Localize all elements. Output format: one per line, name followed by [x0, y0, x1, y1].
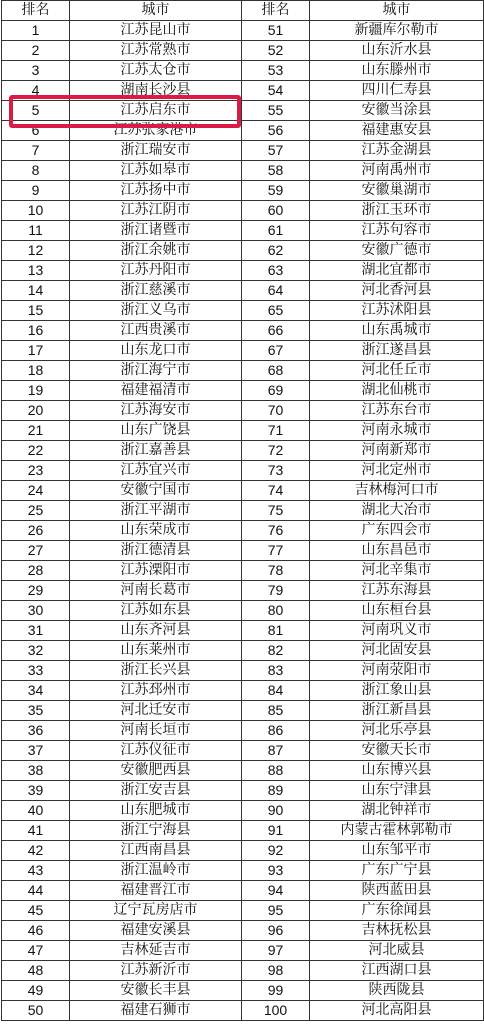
- rank-right-cell: 81: [242, 621, 310, 641]
- rank-left-cell: 41: [2, 821, 70, 841]
- table-row: [2, 421, 484, 441]
- rank-right-cell: 76: [242, 521, 310, 541]
- city-right-cell: 湖北钟祥市: [310, 801, 484, 821]
- table-row: [2, 381, 484, 401]
- city-right-cell: 河南禹州市: [310, 161, 484, 181]
- city-right-cell: 广东广宁县: [310, 861, 484, 881]
- city-right-cell: 河南新郑市: [310, 441, 484, 461]
- header-rank-right: 排名: [242, 1, 310, 21]
- rank-left-cell: 38: [2, 761, 70, 781]
- rank-left-cell: 28: [2, 561, 70, 581]
- rank-right-cell: 82: [242, 641, 310, 661]
- table-row: [2, 261, 484, 281]
- rank-right-cell: 93: [242, 861, 310, 881]
- rank-left-cell: 9: [2, 181, 70, 201]
- city-left-cell: 河南长葛市: [70, 581, 242, 601]
- rank-right-cell: 98: [242, 961, 310, 981]
- rank-left-cell: 37: [2, 741, 70, 761]
- table-row: [2, 681, 484, 701]
- city-left-cell: 江苏太仓市: [70, 61, 242, 81]
- rank-left-cell: 27: [2, 541, 70, 561]
- table-row: [2, 821, 484, 841]
- rank-right-cell: 78: [242, 561, 310, 581]
- table-row: [2, 501, 484, 521]
- rank-left-cell: 5: [2, 101, 70, 121]
- rank-right-cell: 52: [242, 41, 310, 61]
- table-row: [2, 121, 484, 141]
- city-right-cell: 山东桓台县: [310, 601, 484, 621]
- city-left-cell: 山东龙口市: [70, 341, 242, 361]
- rank-right-cell: 69: [242, 381, 310, 401]
- table-row: [2, 881, 484, 901]
- rank-right-cell: 75: [242, 501, 310, 521]
- rank-left-cell: 14: [2, 281, 70, 301]
- rank-left-cell: 19: [2, 381, 70, 401]
- table-body: [2, 21, 484, 1021]
- city-left-cell: 福建福清市: [70, 381, 242, 401]
- city-left-cell: 浙江安吉县: [70, 781, 242, 801]
- rank-right-cell: 65: [242, 301, 310, 321]
- rank-left-cell: 42: [2, 841, 70, 861]
- rank-right-cell: 96: [242, 921, 310, 941]
- header-city-right: 城市: [310, 1, 484, 21]
- table-row: [2, 241, 484, 261]
- city-left-cell: 山东荣成市: [70, 521, 242, 541]
- rank-right-cell: 83: [242, 661, 310, 681]
- rank-left-cell: 33: [2, 661, 70, 681]
- rank-left-cell: 30: [2, 601, 70, 621]
- rank-left-cell: 43: [2, 861, 70, 881]
- rank-left-cell: 49: [2, 981, 70, 1001]
- rank-left-cell: 39: [2, 781, 70, 801]
- city-left-cell: 福建晋江市: [70, 881, 242, 901]
- rank-left-cell: 47: [2, 941, 70, 961]
- city-right-cell: 河北香河县: [310, 281, 484, 301]
- rank-right-cell: 64: [242, 281, 310, 301]
- rank-right-cell: 92: [242, 841, 310, 861]
- city-left-cell: 河北迁安市: [70, 701, 242, 721]
- rank-left-cell: 6: [2, 121, 70, 141]
- table-row: [2, 921, 484, 941]
- city-right-cell: 江苏句容市: [310, 221, 484, 241]
- city-right-cell: 河北定州市: [310, 461, 484, 481]
- city-right-cell: 山东博兴县: [310, 761, 484, 781]
- rank-right-cell: 90: [242, 801, 310, 821]
- city-right-cell: 浙江象山县: [310, 681, 484, 701]
- table-row: [2, 301, 484, 321]
- table-row: [2, 21, 484, 41]
- city-left-cell: 江苏丹阳市: [70, 261, 242, 281]
- rank-right-cell: 100: [242, 1001, 310, 1021]
- rank-right-cell: 89: [242, 781, 310, 801]
- city-left-cell: 河南长垣市: [70, 721, 242, 741]
- city-left-cell: 浙江余姚市: [70, 241, 242, 261]
- city-left-cell: 江苏海安市: [70, 401, 242, 421]
- rank-left-cell: 36: [2, 721, 70, 741]
- rank-right-cell: 72: [242, 441, 310, 461]
- city-right-cell: 广东四会市: [310, 521, 484, 541]
- rank-right-cell: 60: [242, 201, 310, 221]
- city-right-cell: 江苏东海县: [310, 581, 484, 601]
- city-right-cell: 四川仁寿县: [310, 81, 484, 101]
- table-row: [2, 941, 484, 961]
- table-row: [2, 561, 484, 581]
- city-left-cell: 江苏溧阳市: [70, 561, 242, 581]
- city-left-cell: 江苏仪征市: [70, 741, 242, 761]
- rank-left-cell: 4: [2, 81, 70, 101]
- rank-right-cell: 74: [242, 481, 310, 501]
- table-header: [2, 1, 484, 21]
- rank-left-cell: 11: [2, 221, 70, 241]
- rank-left-cell: 2: [2, 41, 70, 61]
- header-city-left: 城市: [70, 1, 242, 21]
- city-right-cell: 陕西陇县: [310, 981, 484, 1001]
- rank-right-cell: 57: [242, 141, 310, 161]
- city-right-cell: 江西湖口县: [310, 961, 484, 981]
- table-row: [2, 221, 484, 241]
- table-row: [2, 341, 484, 361]
- city-right-cell: 浙江玉环市: [310, 201, 484, 221]
- rank-right-cell: 86: [242, 721, 310, 741]
- table-row: [2, 801, 484, 821]
- city-right-cell: 山东昌邑市: [310, 541, 484, 561]
- table-row: [2, 461, 484, 481]
- rank-left-cell: 25: [2, 501, 70, 521]
- city-right-cell: 安徽巢湖市: [310, 181, 484, 201]
- city-left-cell: 山东肥城市: [70, 801, 242, 821]
- city-right-cell: 山东禹城市: [310, 321, 484, 341]
- table-row: [2, 701, 484, 721]
- rank-right-cell: 53: [242, 61, 310, 81]
- table-row: [2, 201, 484, 221]
- rank-left-cell: 48: [2, 961, 70, 981]
- city-right-cell: 河北任丘市: [310, 361, 484, 381]
- city-left-cell: 浙江海宁市: [70, 361, 242, 381]
- rank-left-cell: 50: [2, 1001, 70, 1021]
- rank-left-cell: 16: [2, 321, 70, 341]
- city-left-cell: 江苏张家港市: [70, 121, 242, 141]
- city-right-cell: 安徽当涂县: [310, 101, 484, 121]
- table-row: [2, 521, 484, 541]
- city-right-cell: 河南巩义市: [310, 621, 484, 641]
- city-right-cell: 河北乐亭县: [310, 721, 484, 741]
- rank-left-cell: 32: [2, 641, 70, 661]
- city-left-cell: 江苏新沂市: [70, 961, 242, 981]
- city-left-cell: 浙江义乌市: [70, 301, 242, 321]
- table-row: [2, 581, 484, 601]
- city-left-cell: 安徽长丰县: [70, 981, 242, 1001]
- table-row: [2, 101, 484, 121]
- city-left-cell: 湖南长沙县: [70, 81, 242, 101]
- city-left-cell: 安徽肥西县: [70, 761, 242, 781]
- city-left-cell: 浙江平湖市: [70, 501, 242, 521]
- rank-right-cell: 71: [242, 421, 310, 441]
- table-row: [2, 361, 484, 381]
- table-row: [2, 901, 484, 921]
- city-right-cell: 江苏东台市: [310, 401, 484, 421]
- table-row: [2, 601, 484, 621]
- table-row: [2, 541, 484, 561]
- rank-left-cell: 46: [2, 921, 70, 941]
- rank-right-cell: 59: [242, 181, 310, 201]
- table-row: [2, 781, 484, 801]
- rank-left-cell: 12: [2, 241, 70, 261]
- city-right-cell: 河北辛集市: [310, 561, 484, 581]
- rank-left-cell: 34: [2, 681, 70, 701]
- city-left-cell: 江苏如皋市: [70, 161, 242, 181]
- city-right-cell: 湖北仙桃市: [310, 381, 484, 401]
- rank-left-cell: 29: [2, 581, 70, 601]
- table-row: [2, 1001, 484, 1021]
- rank-right-cell: 84: [242, 681, 310, 701]
- city-left-cell: 江苏如东县: [70, 601, 242, 621]
- rank-left-cell: 35: [2, 701, 70, 721]
- rank-left-cell: 22: [2, 441, 70, 461]
- table-row: [2, 641, 484, 661]
- city-right-cell: 广东徐闻县: [310, 901, 484, 921]
- city-right-cell: 陕西蓝田县: [310, 881, 484, 901]
- table-row: [2, 61, 484, 81]
- city-left-cell: 浙江慈溪市: [70, 281, 242, 301]
- rank-left-cell: 8: [2, 161, 70, 181]
- city-left-cell: 山东广饶县: [70, 421, 242, 441]
- city-right-cell: 江苏金湖县: [310, 141, 484, 161]
- city-left-cell: 江苏宜兴市: [70, 461, 242, 481]
- rank-left-cell: 20: [2, 401, 70, 421]
- rank-left-cell: 13: [2, 261, 70, 281]
- city-right-cell: 山东邹平市: [310, 841, 484, 861]
- city-right-cell: 河北固安县: [310, 641, 484, 661]
- city-right-cell: 河南永城市: [310, 421, 484, 441]
- header-row: [2, 1, 484, 21]
- city-left-cell: 江苏扬中市: [70, 181, 242, 201]
- rank-left-cell: 44: [2, 881, 70, 901]
- table-row: [2, 161, 484, 181]
- city-right-cell: 安徽广德市: [310, 241, 484, 261]
- rank-right-cell: 56: [242, 121, 310, 141]
- rank-left-cell: 17: [2, 341, 70, 361]
- rank-left-cell: 18: [2, 361, 70, 381]
- city-right-cell: 山东宁津县: [310, 781, 484, 801]
- city-right-cell: 浙江遂昌县: [310, 341, 484, 361]
- city-right-cell: 吉林梅河口市: [310, 481, 484, 501]
- city-left-cell: 浙江宁海县: [70, 821, 242, 841]
- rank-right-cell: 58: [242, 161, 310, 181]
- rank-right-cell: 73: [242, 461, 310, 481]
- table-row: [2, 141, 484, 161]
- table-row: [2, 961, 484, 981]
- city-left-cell: 江苏启东市: [70, 101, 242, 121]
- table-row: [2, 481, 484, 501]
- rank-left-cell: 23: [2, 461, 70, 481]
- city-left-cell: 江苏昆山市: [70, 21, 242, 41]
- rank-right-cell: 95: [242, 901, 310, 921]
- city-left-cell: 吉林延吉市: [70, 941, 242, 961]
- table-row: [2, 41, 484, 61]
- city-left-cell: 山东莱州市: [70, 641, 242, 661]
- header-rank-left: 排名: [2, 1, 70, 21]
- rank-right-cell: 51: [242, 21, 310, 41]
- rank-left-cell: 26: [2, 521, 70, 541]
- rank-right-cell: 77: [242, 541, 310, 561]
- city-right-cell: 河北威县: [310, 941, 484, 961]
- rank-right-cell: 55: [242, 101, 310, 121]
- city-left-cell: 江西贵溪市: [70, 321, 242, 341]
- rank-right-cell: 54: [242, 81, 310, 101]
- city-left-cell: 福建安溪县: [70, 921, 242, 941]
- rank-left-cell: 15: [2, 301, 70, 321]
- city-left-cell: 江西南昌县: [70, 841, 242, 861]
- rank-left-cell: 40: [2, 801, 70, 821]
- table-row: [2, 181, 484, 201]
- rank-right-cell: 80: [242, 601, 310, 621]
- table-row: [2, 401, 484, 421]
- rank-left-cell: 24: [2, 481, 70, 501]
- city-left-cell: 浙江诸暨市: [70, 221, 242, 241]
- city-right-cell: 新疆库尔勒市: [310, 21, 484, 41]
- rank-right-cell: 88: [242, 761, 310, 781]
- rank-right-cell: 99: [242, 981, 310, 1001]
- table-row: [2, 281, 484, 301]
- rank-left-cell: 21: [2, 421, 70, 441]
- city-right-cell: 江苏沭阳县: [310, 301, 484, 321]
- city-right-cell: 湖北大冶市: [310, 501, 484, 521]
- rank-right-cell: 87: [242, 741, 310, 761]
- rank-right-cell: 79: [242, 581, 310, 601]
- rank-right-cell: 85: [242, 701, 310, 721]
- city-left-cell: 浙江瑞安市: [70, 141, 242, 161]
- city-right-cell: 河北高阳县: [310, 1001, 484, 1021]
- rank-right-cell: 91: [242, 821, 310, 841]
- rank-right-cell: 97: [242, 941, 310, 961]
- table-row: [2, 661, 484, 681]
- table-row: [2, 81, 484, 101]
- rank-left-cell: 7: [2, 141, 70, 161]
- table-row: [2, 441, 484, 461]
- rank-right-cell: 70: [242, 401, 310, 421]
- table-row: [2, 621, 484, 641]
- city-right-cell: 山东沂水县: [310, 41, 484, 61]
- rank-right-cell: 62: [242, 241, 310, 261]
- city-right-cell: 湖北宜都市: [310, 261, 484, 281]
- table-row: [2, 741, 484, 761]
- table-row: [2, 721, 484, 741]
- city-left-cell: 浙江温岭市: [70, 861, 242, 881]
- city-right-cell: 山东滕州市: [310, 61, 484, 81]
- city-left-cell: 浙江嘉善县: [70, 441, 242, 461]
- rank-right-cell: 63: [242, 261, 310, 281]
- city-left-cell: 辽宁瓦房店市: [70, 901, 242, 921]
- city-right-cell: 吉林抚松县: [310, 921, 484, 941]
- city-right-cell: 安徽天长市: [310, 741, 484, 761]
- city-left-cell: 浙江德清县: [70, 541, 242, 561]
- rank-left-cell: 31: [2, 621, 70, 641]
- city-right-cell: 福建惠安县: [310, 121, 484, 141]
- ranking-table: [1, 0, 484, 1021]
- city-left-cell: 山东齐河县: [70, 621, 242, 641]
- table-row: [2, 841, 484, 861]
- rank-right-cell: 61: [242, 221, 310, 241]
- table-row: [2, 321, 484, 341]
- rank-left-cell: 3: [2, 61, 70, 81]
- city-left-cell: 福建石狮市: [70, 1001, 242, 1021]
- city-left-cell: 安徽宁国市: [70, 481, 242, 501]
- city-left-cell: 江苏邳州市: [70, 681, 242, 701]
- city-right-cell: 内蒙古霍林郭勒市: [310, 821, 484, 841]
- rank-left-cell: 10: [2, 201, 70, 221]
- table-row: [2, 981, 484, 1001]
- city-right-cell: 河南荥阳市: [310, 661, 484, 681]
- city-left-cell: 浙江长兴县: [70, 661, 242, 681]
- rank-right-cell: 66: [242, 321, 310, 341]
- city-left-cell: 江苏常熟市: [70, 41, 242, 61]
- rank-left-cell: 1: [2, 21, 70, 41]
- city-left-cell: 江苏江阴市: [70, 201, 242, 221]
- city-right-cell: 浙江新昌县: [310, 701, 484, 721]
- table-row: [2, 861, 484, 881]
- rank-right-cell: 67: [242, 341, 310, 361]
- rank-left-cell: 45: [2, 901, 70, 921]
- rank-right-cell: 68: [242, 361, 310, 381]
- table-row: [2, 761, 484, 781]
- rank-right-cell: 94: [242, 881, 310, 901]
